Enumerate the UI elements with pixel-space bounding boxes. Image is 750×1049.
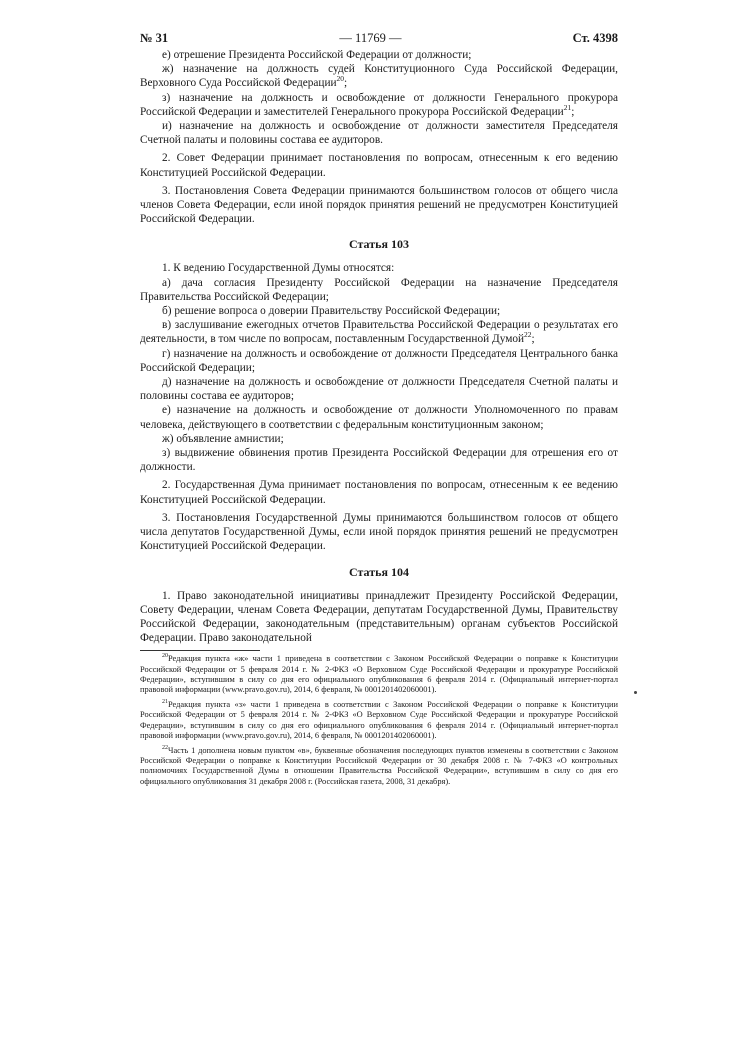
footnote-text: Часть 1 дополнена новым пунктом «в», буквенные обозначения последующих пунктов изменены в соответствии с Законом Российской Федерации о поправке к Конституции Российской Федерации от 30 декабря 2008 г. № 7-ФКЗ «О контрольных полномочиях Государственной Думы в отношении Правительства Российской Федерации», вступившим в силу со дня его официального опубликования 31 декабря 2008 г. (Российская газета, 2008, 31 декабря). (140, 745, 618, 786)
paragraph (140, 261, 618, 275)
section-article-103 (140, 261, 618, 553)
footnote-number: 22 (162, 745, 168, 752)
footnote-number: 20 (162, 653, 168, 660)
paragraph-text: д) назначение на должность и освобождение от должности Председателя Счетной палаты и половины состава ее аудиторов; (140, 376, 618, 403)
paragraph (140, 589, 618, 646)
footnote (140, 700, 618, 741)
paragraph-text: а) дача согласия Президенту Российской Федерации на назначение Председателя Правительства Российской Федерации; (140, 276, 618, 303)
paragraph (140, 304, 618, 318)
footnote-ref: 21 (563, 103, 572, 113)
paragraph-punct: ; (344, 77, 348, 90)
page-header (140, 30, 618, 47)
page-number: — 11769 — (339, 31, 402, 45)
paragraph (140, 446, 618, 474)
paragraph (140, 318, 618, 346)
paragraph (140, 432, 618, 446)
paragraph (140, 347, 618, 375)
footnote-text: Редакция пункта «з» части 1 приведена в соответствии с Законом Российской Федерации о поправке к Конституции Российской Федерации от 5 февраля 2014 г. № 2-ФКЗ «О Верховном Суде Российской Федерации и прокуратуре Российской Федерации», вступившим в силу со дня его официального опубликования 6 февраля 2014 г. (Официальный интернет-портал правовой информации (www.pravo.gov.ru), 2014, 6 февраля, № 0001201402060001). (140, 700, 618, 740)
paragraph (140, 511, 618, 554)
paragraph-text: и) назначение на должность и освобождение от должности заместителя Председателя Счетной палаты и половины состава ее аудиторов. (140, 120, 618, 147)
paragraph (140, 151, 618, 179)
paragraph-text: 3. Постановления Совета Федерации принимаются большинством голосов от общего числа членов Совета Федерации, если иной порядок принятия решений не предусмотрен Конституцией Российской Федерации. (140, 184, 618, 226)
footnote-divider (140, 650, 260, 651)
footnote-ref: 20 (336, 74, 345, 84)
paragraph-text: г) назначение на должность и освобождение от должности Председателя Центрального банка Российской Федерации; (140, 347, 618, 374)
paragraph (140, 375, 618, 403)
paragraph-text: 3. Постановления Государственной Думы принимаются большинством голосов от общего числа депутатов Государственной Думы, если иной порядок принятия решений не предусмотрен Конституцией Российской Федерации. (140, 511, 618, 553)
section-article-102-end (140, 48, 618, 226)
footnote (140, 746, 618, 787)
section-article-104 (140, 589, 618, 646)
paragraph-text: 2. Государственная Дума принимает постановления по вопросам, отнесенным к ее ведению Конституцией Российской Федерации. (140, 479, 618, 506)
paragraph (140, 184, 618, 227)
paragraph (140, 478, 618, 506)
paragraph (140, 119, 618, 147)
paragraph-text: 1. К ведению Государственной Думы относятся: (162, 262, 395, 275)
paragraph (140, 62, 618, 90)
paragraph-text: з) назначение на должность и освобождение от должности Генерального прокурора Российской Федерации и заместителей Генерального прокурора Российской Федерации (140, 91, 618, 118)
paragraph-text: 1. Право законодательной инициативы принадлежит Президенту Российской Федерации, Совету Федерации, членам Совета Федерации, депутатам Государственной Думы, Правительству Российской Федерации, законодательным (представительным) органам субъектов Российской Федерации. Право законодательной (140, 589, 618, 645)
scan-speck (634, 691, 637, 694)
paragraph (140, 276, 618, 304)
paragraph (140, 91, 618, 119)
footnote-ref: 22 (524, 330, 532, 340)
paragraph-text: в) заслушивание ежегодных отчетов Правительства Российской Федерации о результатах его деятельности, в том числе по вопросам, поставленным Государственной Думой (140, 319, 618, 346)
paragraph-text: з) выдвижение обвинения против Президента Российской Федерации для отрешения его от должности. (140, 447, 618, 474)
issue-number: № 31 (140, 31, 169, 45)
paragraph-text: е) назначение на должность и освобождение от должности Уполномоченного по правам человека, действующего в соответствии с федеральным конституционным законом; (140, 404, 618, 431)
footnote-text: Редакция пункта «ж» части 1 приведена в соответствии с Законом Российской Федерации о поправке к Конституции Российской Федерации от 5 февраля 2014 г. № 2-ФКЗ «О Верховном Суде Российской Федерации и прокуратуре Российской Федерации», вступившим в силу со дня его официального опубликования 6 февраля 2014 г. (Официальный интернет-портал правовой информации (www.pravo.gov.ru), 2014, 6 февраля, № 0001201402060001). (140, 654, 618, 694)
paragraph-punct: ; (571, 105, 575, 118)
article-number: Ст. 4398 (572, 31, 618, 45)
paragraph (140, 48, 618, 62)
footnote-number: 21 (162, 699, 168, 706)
paragraph-text: ж) назначение на должность судей Конституционного Суда Российской Федерации, Верховного Суда Российской Федерации (140, 63, 618, 90)
paragraph-text: е) отрешение Президента Российской Федерации от должности; (162, 49, 472, 61)
paragraph-text: ж) объявление амнистии; (162, 432, 284, 445)
footnote (140, 654, 618, 695)
paragraph-text: 2. Совет Федерации принимает постановления по вопросам, отнесенным к его ведению Конституцией Российской Федерации. (140, 152, 618, 179)
footnotes (140, 654, 618, 786)
article-104-title: Статья 104 (349, 564, 409, 579)
article-103-title: Статья 103 (349, 237, 409, 252)
paragraph-punct: ; (531, 333, 535, 346)
paragraph-text: б) решение вопроса о доверии Правительству Российской Федерации; (162, 305, 501, 318)
paragraph (140, 403, 618, 431)
